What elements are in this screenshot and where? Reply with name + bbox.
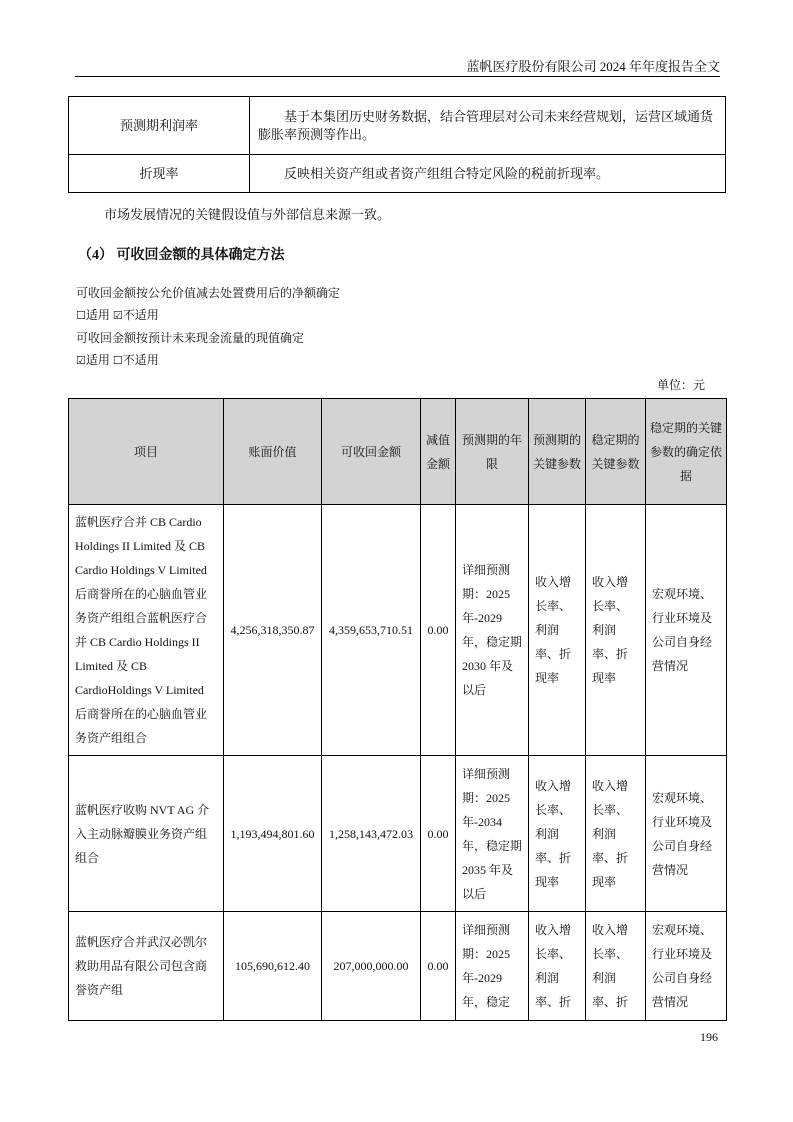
checkbox-unchecked-icon[interactable]: ☐ (76, 309, 86, 322)
cell-item: 蓝帆医疗合并 CB Cardio Holdings II Limited 及 CB Cardio Holdings V Limited 后商誉所在的心脑血管业务资产组组合蓝帆医疗合并 CB Cardio Holdings II Limited 及 CB CardioHoldings V Limited 后商誉所在的心脑血管业务资产组组合 (69, 505, 224, 756)
unit-label: 单位：元 (656, 378, 705, 392)
header-impairment: 减值金额 (421, 399, 456, 505)
table-row (69, 505, 727, 756)
header-item: 项目 (69, 399, 224, 505)
cell-item: 蓝帆医疗合并武汉必凯尔救助用品有限公司包含商誉资产组 (69, 912, 224, 1021)
cell-recoverable: 207,000,000.00 (322, 912, 421, 1021)
cell-stable-params: 收入增长率、利润率、折 (586, 912, 646, 1021)
option-not-applicable: 不适用 (122, 353, 159, 367)
option-not-applicable: 不适用 (122, 308, 159, 322)
assumption-text: 基于本集团历史财务数据，结合管理层对公司未来经营规划，运营区域通货膨胀率预测等作出。 (250, 97, 726, 155)
cell-forecast-params: 收入增长率、利润率、折现率 (529, 505, 586, 756)
checkbox-checked-icon[interactable]: ☑ (76, 354, 86, 367)
cell-forecast-params: 收入增长率、利润率、折 (529, 912, 586, 1021)
running-header-title: 蓝帆医疗股份有限公司 2024 年年度报告全文 (466, 59, 720, 74)
page-number: 196 (700, 1030, 718, 1044)
cell-forecast-period: 详细预测期：2025 年-2034 年，稳定期 2035 年及以后 (456, 756, 529, 912)
header-forecast-period: 预测期的年限 (456, 399, 529, 505)
table-row (69, 155, 726, 193)
method1-options (76, 306, 159, 323)
cell-forecast-params: 收入增长率、利润率、折现率 (529, 756, 586, 912)
cell-impairment: 0.00 (421, 756, 456, 912)
cell-impairment: 0.00 (421, 505, 456, 756)
method1-label: 可收回金额按公允价值减去处置费用后的净额确定 (76, 286, 341, 300)
header-forecast-params: 预测期的关键参数 (529, 399, 586, 505)
option-applicable: 适用 (85, 308, 110, 322)
cell-recoverable: 4,359,653,710.51 (322, 505, 421, 756)
assumption-text: 反映相关资产组或者资产组组合特定风险的税前折现率。 (250, 155, 726, 193)
cell-basis: 宏观环境、行业环境及公司自身经营情况 (646, 912, 727, 1021)
table-row (69, 912, 727, 1021)
cell-stable-params: 收入增长率、利润率、折现率 (586, 505, 646, 756)
cell-forecast-period: 详细预测期：2025 年-2029 年，稳定期 2030 年及以后 (456, 505, 529, 756)
checkbox-unchecked-icon[interactable]: ☐ (112, 354, 123, 367)
cell-impairment: 0.00 (421, 912, 456, 1021)
table-header-row (69, 399, 727, 505)
header-recoverable: 可收回金额 (322, 399, 421, 505)
cell-recoverable: 1,258,143,472.03 (322, 756, 421, 912)
cell-basis: 宏观环境、行业环境及公司自身经营情况 (646, 505, 727, 756)
cell-forecast-period: 详细预测期：2025 年-2029 年，稳定 (456, 912, 529, 1021)
market-note: 市场发展情况的关键假设值与外部信息来源一致。 (104, 207, 391, 222)
header-basis: 稳定期的关键参数的确定依据 (646, 399, 727, 505)
cell-basis: 宏观环境、行业环境及公司自身经营情况 (646, 756, 727, 912)
recoverable-amount-table (68, 398, 727, 1021)
section-heading: （4） 可收回金额的具体确定方法 (78, 248, 285, 263)
table-row (69, 756, 727, 912)
assumption-table (68, 96, 726, 193)
checkbox-checked-icon[interactable]: ☑ (112, 309, 123, 322)
header-book-value: 账面价值 (224, 399, 322, 505)
assumption-label: 预测期利润率 (69, 97, 250, 155)
cell-book-value: 1,193,494,801.60 (224, 756, 322, 912)
table-row (69, 97, 726, 155)
header-stable-params: 稳定期的关键参数 (586, 399, 646, 505)
assumption-label: 折现率 (69, 155, 250, 193)
cell-stable-params: 收入增长率、利润率、折现率 (586, 756, 646, 912)
cell-book-value: 105,690,612.40 (224, 912, 322, 1021)
header-rule (75, 76, 720, 77)
method2-options (76, 351, 159, 368)
method2-label: 可收回金额按预计未来现金流量的现值确定 (76, 331, 305, 345)
cell-item: 蓝帆医疗收购 NVT AG 介入主动脉瓣膜业务资产组组合 (69, 756, 224, 912)
option-applicable: 适用 (85, 353, 110, 367)
cell-book-value: 4,256,318,350.87 (224, 505, 322, 756)
